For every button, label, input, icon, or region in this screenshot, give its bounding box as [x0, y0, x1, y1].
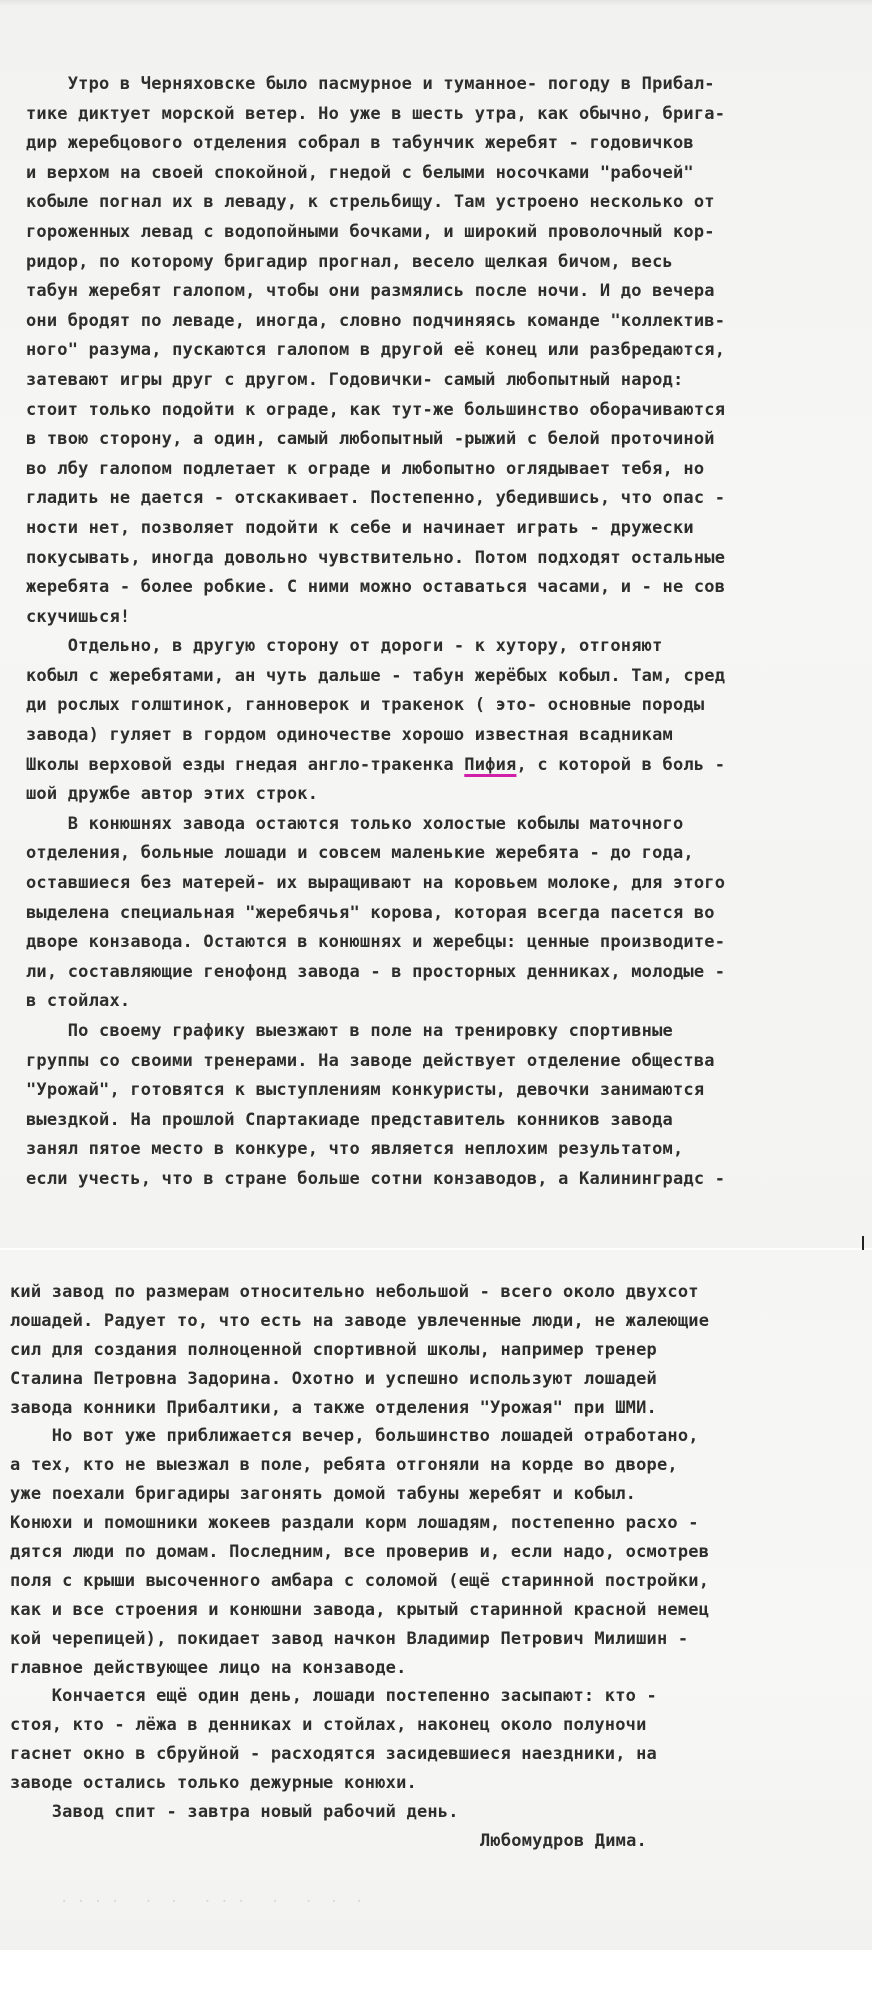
text-line: дир жеребцового отделения собрал в табунчик жеребят - годовичков	[26, 133, 694, 154]
typed-text-top	[26, 70, 872, 1195]
text-line: выделена специальная "жеребячья" корова, которая всегда пасется во	[26, 902, 715, 923]
text-line: если учесть, что в стране больше сотни конзаводов, а Калининградс -	[26, 1168, 726, 1189]
author-signature: Любомудров Дима.	[480, 1830, 647, 1851]
page-sheet-bottom	[0, 1250, 872, 1950]
text-line: ного" разума, пускаются галопом в другой её конец или разбредаются,	[26, 340, 726, 361]
text-line: стоит только подойти к ограде, как тут-же большинство оборачиваются	[26, 399, 726, 420]
paragraph	[26, 70, 872, 632]
paragraph-group	[10, 1278, 870, 1827]
text-line: кобыл с жеребятами, ан чуть дальше - табун жерёбых кобыл. Там, сред	[26, 665, 726, 686]
text-line: а тех, кто не выезжал в поле, ребята отгоняли на корде во дворе,	[10, 1455, 678, 1476]
text-line: завода) гуляет в гордом одиночестве хорошо известная всадникам	[26, 725, 673, 746]
text-line: в твою сторону, а один, самый любопытный -рыжий с белой проточиной	[26, 429, 715, 450]
text-line: как и все строения и конюшни завода, крытый старинной красной немец	[10, 1599, 710, 1620]
text-line: завода конники Прибалтики, а также отделения "Урожая" при ШМИ.	[10, 1397, 657, 1418]
text-line: Конюхи и помошники жокеев раздали корм лошадям, постепенно расхо -	[10, 1513, 699, 1534]
text-line: скучишься!	[26, 606, 131, 627]
text-line: табун жеребят галопом, чтобы они размялись после ночи. И до вечера	[26, 281, 715, 302]
text-line: занял пятое место в конкуре, что является неплохим результатом,	[26, 1139, 684, 1160]
text-line: Завод спит - завтра новый рабочий день.	[10, 1802, 459, 1823]
text-line: гороженных левад с водопойными бочками, и широкий проволочный кор-	[26, 221, 715, 242]
text-line: и верхом на своей спокойной, гнедой с белыми носочками "рабочей"	[26, 162, 694, 183]
text-line: заводе остались только дежурные конюхи.	[10, 1773, 417, 1794]
text-line: "Урожай", готовятся к выступлениям конкуристы, девочки занимаются	[26, 1080, 705, 1101]
text-line: Сталина Петровна Задорина. Охотно и успешно используют лошадей	[10, 1368, 657, 1389]
text-line: выездкой. На прошлой Спартакиаде представитель конников завода	[26, 1109, 673, 1130]
text-line: гладить не дается - отскакивает. Постепенно, убедившись, что опас -	[26, 488, 726, 509]
text-line: лошадей. Радует то, что есть на заводе увлеченные люди, не жалеющие	[10, 1310, 710, 1331]
text-line: кобыле погнал их в леваду, к стрельбищу. Там устроено несколько от	[26, 192, 715, 213]
text-line: Утро в Черняховске было пасмурное и туманное- погоду в Прибал-	[26, 74, 715, 94]
typed-text-bottom	[10, 1278, 870, 1856]
text-line: Отдельно, в другую сторону от дороги - к хутору, отгоняют	[26, 636, 663, 657]
text-line: сил для создания полноценной спортивной школы, например тренер	[10, 1339, 657, 1360]
text-line: они бродят по леваде, иногда, словно подчиняясь команде "коллектив-	[26, 310, 726, 331]
text-line: оставшиеся без матерей- их выращивают на коровьем молоке, для этого	[26, 873, 726, 894]
text-line: Но вот уже приближается вечер, большинство лошадей отработано,	[10, 1426, 699, 1447]
text-line: жеребята - более робкие. С ними можно оставаться часами, и - не сов	[26, 577, 726, 598]
text-line: По своему графику выезжают в поле на тренировку спортивные	[26, 1021, 673, 1041]
text-line: ности нет, позволяет подойти к себе и начинает играть - дружески	[26, 517, 694, 538]
text-line: Кончается ещё один день, лошади постепенно засыпают: кто -	[10, 1686, 657, 1707]
paper-fold-shadow	[0, 0, 872, 6]
text-line: В конюшнях завода остаются только холостые кобылы маточного	[26, 813, 684, 834]
text-line: покусывать, иногда довольно чувствительно. Потом подходят остальные	[26, 547, 726, 568]
text-line: шой дружбе автор этих строк.	[26, 784, 319, 805]
text-line: поля с крыши высоченного амбара с соломой (ещё старинной постройки,	[10, 1570, 710, 1591]
horse-name-underlined: Пифия	[464, 754, 517, 775]
text-fragment: , с которой в боль -	[516, 754, 726, 775]
text-line: во лбу галопом подлетает к ограде и любопытно оглядывает тебя, но	[26, 458, 705, 479]
edge-mark	[862, 1236, 864, 1250]
text-fragment: Школы верховой езды гнедая англо-тракенка	[26, 754, 465, 775]
text-line: гаснет окно в сбруйной - расходятся засидевшиеся наездники, на	[10, 1744, 657, 1765]
paragraph	[26, 780, 872, 1194]
text-line: ли, составляющие генофонд завода - в просторных денниках, молодые -	[26, 961, 726, 982]
text-line: кий завод по размерам относительно небольшой - всего около двухсот	[10, 1282, 699, 1302]
text-line: дятся люди по домам. Последним, все проверив и, если надо, осмотрев	[10, 1542, 710, 1563]
text-line: кой черепицей), покидает завод начкон Владимир Петрович Милишин -	[10, 1628, 689, 1649]
text-line: дворе конзавода. Остаются в конюшнях и жеребцы: ценные производите-	[26, 932, 726, 953]
text-line: отделения, больные лошади и совсем маленькие жеребята - до года,	[26, 843, 694, 864]
paragraph	[26, 632, 872, 750]
text-line: стоя, кто - лёжа в денниках и стойлах, наконец около полуночи	[10, 1715, 647, 1736]
text-line-pifia	[26, 751, 872, 781]
text-line: ди рослых голштинок, ганноверок и тракенок ( это- основные породы	[26, 695, 705, 716]
text-line: уже поехали бригадиры загонять домой табуны жеребят и кобыл.	[10, 1484, 637, 1505]
text-line: в стойлах.	[26, 991, 131, 1012]
text-line: главное действующее лицо на конзаводе.	[10, 1657, 407, 1678]
text-line: тике диктует морской ветер. Но уже в шесть утра, как обычно, брига-	[26, 103, 726, 124]
text-line: ридор, по которому бригадир прогнал, весело щелкая бичом, весь	[26, 251, 673, 272]
text-line: группы со своими тренерами. На заводе действует отделение общества	[26, 1050, 715, 1071]
text-line: затевают игры друг с другом. Годовички- самый любопытный народ:	[26, 369, 684, 390]
bleed-through-text: . . . . . . . . . . . . .	[60, 1890, 364, 1906]
